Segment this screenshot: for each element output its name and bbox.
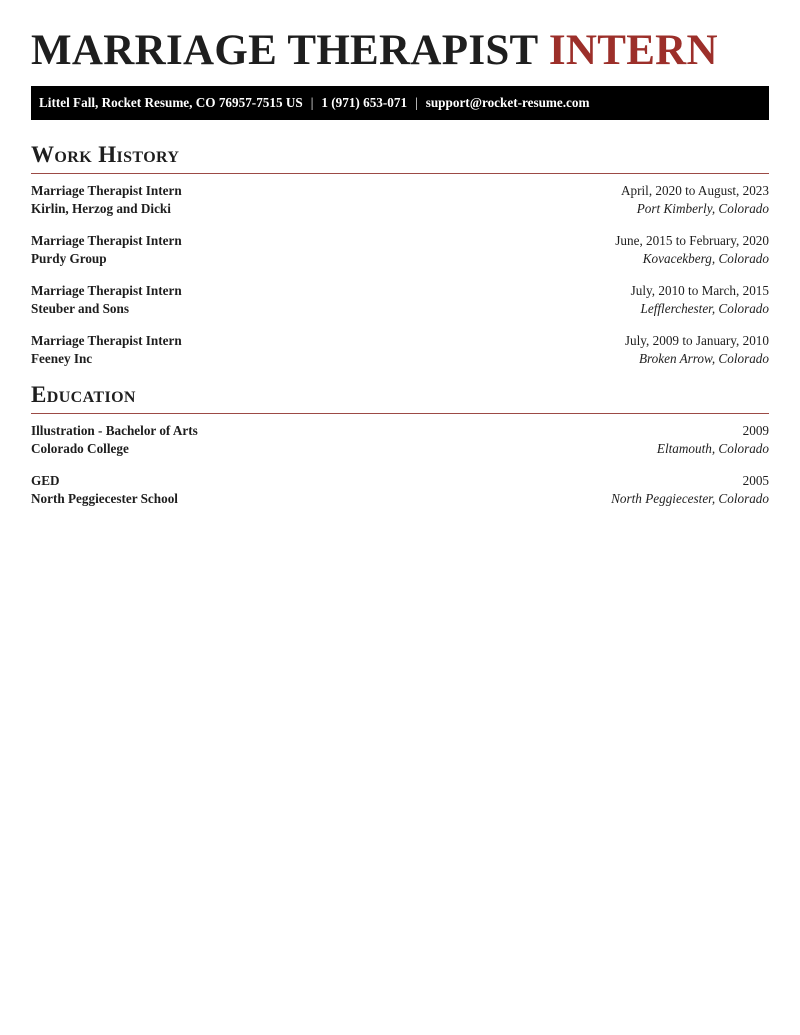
education-entry-bottom-row [31, 490, 769, 508]
job-dates: July, 2010 to March, 2015 [630, 283, 769, 298]
work-entry-bottom-row [31, 350, 769, 368]
work-history-list [31, 174, 769, 367]
job-location: Lefflerchester, Colorado [640, 300, 769, 316]
contact-separator: | [415, 95, 418, 110]
company-name: Steuber and Sons [31, 300, 129, 316]
company-name: Kirlin, Herzog and Dicki [31, 200, 171, 216]
school-name: North Peggiecester School [31, 490, 178, 506]
job-title: Marriage Therapist Intern [31, 283, 182, 298]
degree-name: Illustration - Bachelor of Arts [31, 423, 198, 438]
work-entry [31, 282, 769, 317]
work-entry [31, 182, 769, 217]
job-location: Kovacekberg, Colorado [642, 250, 769, 266]
job-dates: July, 2009 to January, 2010 [624, 333, 769, 348]
work-entry-top-row [31, 282, 769, 300]
job-dates: April, 2020 to August, 2023 [621, 183, 769, 198]
job-title: Marriage Therapist Intern [31, 333, 182, 348]
work-entry-bottom-row [31, 200, 769, 218]
education-heading: Education [31, 382, 769, 414]
contact-bar [31, 86, 769, 120]
work-entry [31, 332, 769, 367]
contact-phone: 1 (971) 653-071 [321, 95, 408, 110]
education-entry [31, 472, 769, 507]
job-dates: June, 2015 to February, 2020 [615, 233, 769, 248]
education-entry-bottom-row [31, 440, 769, 458]
school-location: Eltamouth, Colorado [656, 440, 769, 456]
contact-address: Littel Fall, Rocket Resume, CO 76957-7515 US [39, 95, 303, 110]
school-location: North Peggiecester, Colorado [611, 490, 769, 506]
company-name: Purdy Group [31, 250, 107, 266]
resume-title [31, 28, 769, 74]
education-list [31, 414, 769, 507]
company-name: Feeney Inc [31, 350, 93, 366]
contact-email: support@rocket-resume.com [425, 95, 590, 110]
education-entry-top-row [31, 472, 769, 490]
job-location: Port Kimberly, Colorado [636, 200, 769, 216]
job-location: Broken Arrow, Colorado [638, 350, 769, 366]
degree-name: GED [31, 473, 60, 488]
work-entry-bottom-row [31, 250, 769, 268]
education-entry-top-row [31, 422, 769, 440]
work-entry-top-row [31, 332, 769, 350]
work-history-heading: Work History [31, 142, 769, 174]
education-entry [31, 422, 769, 457]
title-accent: INTERN [548, 27, 718, 74]
work-entry-top-row [31, 232, 769, 250]
graduation-year: 2009 [742, 423, 769, 438]
job-title: Marriage Therapist Intern [31, 183, 182, 198]
title-main: MARRIAGE THERAPIST [31, 27, 538, 74]
job-title: Marriage Therapist Intern [31, 233, 182, 248]
contact-separator: | [310, 95, 314, 110]
work-entry-top-row [31, 182, 769, 200]
graduation-year: 2005 [742, 473, 769, 488]
school-name: Colorado College [31, 440, 129, 456]
work-entry [31, 232, 769, 267]
work-entry-bottom-row [31, 300, 769, 318]
